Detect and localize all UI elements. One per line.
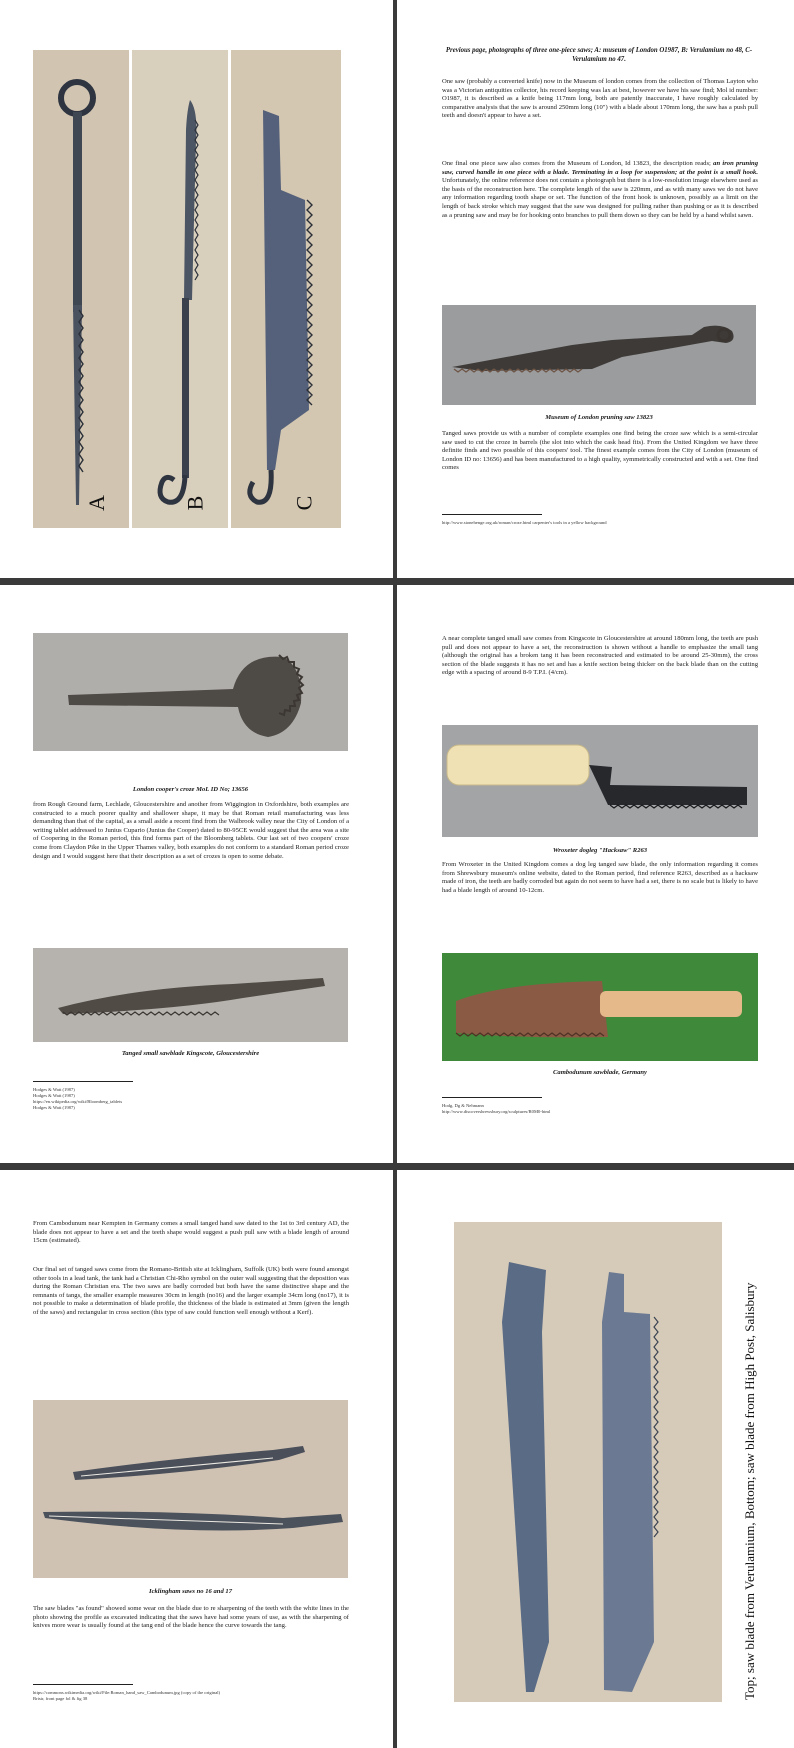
label-c: C bbox=[291, 495, 317, 511]
page-4-para-2: From Wroxeter in the United Kingdom comes a dog leg tanged saw blade, the only information regarding it comes from Shrewsbury museum's online website, dated to the Roman period, find reference R263, described as a hacksaw made of iron, the teeth are badly corroded but again do not seem to have had a set, there is no scale but is likely to have had a blade length of around 10-12cm. bbox=[442, 861, 758, 894]
page-3-para-1: from Rough Ground farm, Lechlade, Gloucestershire and another from Wiggington in Oxfordshire, both examples are constructed to a much poorer quality and shallower shape, it may be that Roman retail manufacturing was less demanding than that of the capital, as a small aside a recent find from the Walbrook valley near the City of London of a writing tablet addressed to Junius Cupario (Junius the Cooper) dated to 80-95CE would suggest that the area was a site of Coopering in the Roman period, this find forms part of the Bloomberg tablets. Our last set of two coopers' croze come from Claydon Pike in the Upper Thames valley, both examples do not conform to a standard Roman period croze design and I would suggest here that their description as a set of crozes is open to some debate. bbox=[33, 801, 349, 860]
page-2-footnote-rule bbox=[442, 514, 542, 515]
page-6 bbox=[397, 1170, 794, 1748]
page-3 bbox=[0, 585, 393, 1163]
page-4-caption-2: Cambodunum sawblade, Germany bbox=[553, 1069, 647, 1076]
page-3-footnote-4: Hodges & Watt (1987) bbox=[33, 1105, 75, 1110]
page-5-footnote-2: Bristr, front page fol & fig 38 bbox=[33, 1696, 88, 1701]
page-5-caption: Icklingham saws no 16 and 17 bbox=[149, 1588, 232, 1595]
photo-saw-c bbox=[231, 50, 341, 528]
page-2-para-1: One saw (probably a converted knife) now in the Museum of london comes from the collection of Thomas Layton who was a Victorian antiquities collector, his record keeping was lax at best, however we have his saw find; Mol id number: O1987, it is described as a knife being 117mm long, both are patently inaccurate, I have roughly calculated by comparative analysis that the saw is around 250mm long (10") with a blade about 170mm long, the saw has a push pull teeth and doesn't appear to have a set. bbox=[442, 78, 758, 120]
page-2-para-2-quote: an iron pruning saw, curved handle in one piece with a blade. Terminating in a loop for suspension; at the point is a small hook. bbox=[442, 160, 758, 176]
page-4-footnote-2: http://www.discovershrewsbury.org/sculptures/R0M0-html bbox=[442, 1109, 551, 1114]
page-2-para-3: Tanged saws provide us with a number of complete examples one find being the croze saw which is a semi-circular saw used to cut the croze in barrels (the slot into which the cask head fits). From the United Kingdom we have three definite finds and two possible of this coopers' tool. The finest example comes from the City of London (museum of London ID no: 13656) and has been manufactured to a high quality, symmetrically constructed and with a set. One find comes bbox=[442, 430, 758, 472]
page-5-para-2: Our final set of tanged saws come from the Romano-British site at Icklingham, Suffolk (UK) both were found amongst other tools in a lead tank, the tank had a Christian Chi-Rho symbol on the outer wall suggesting that the deposition was during the Roman Christian era. The two saws are badly corroded but both have the same distinctive shape and the remnants of tangs, the smaller example measures 30cm in length (no16) and the larger example 34cm long (no17), it is not possible to make a determination of blade profile, the thickness of the blade is estimated at 3mm (given the length of the saws) and rectangular in cross section (this type of saw could function well enough without a Kerf). bbox=[33, 1266, 349, 1316]
page-4 bbox=[397, 585, 794, 1163]
label-a: A bbox=[83, 495, 109, 511]
page-3-footnote-3: https://en.wikipedia.org/wiki/Bloomberg_tablets bbox=[33, 1099, 123, 1104]
photo-saw-b bbox=[132, 50, 228, 528]
photo-croze bbox=[33, 633, 348, 751]
page-4-footnote-rule bbox=[442, 1097, 542, 1098]
page-3-footnote-rule bbox=[33, 1081, 133, 1082]
photo-wroxeter-hacksaw bbox=[442, 725, 758, 837]
photo-cambodunum-sawblade bbox=[442, 953, 758, 1061]
page-3-footnote-1: Hodges & Watt (1987) bbox=[33, 1087, 75, 1092]
page-2-footnote: http://www.stonehenge.org.uk/roman/croze.html carpenter's tools in a yellow background bbox=[442, 520, 607, 525]
photo-saw-a bbox=[33, 50, 129, 528]
page-2-para-2-start: One final one piece saw also comes from the Museum of London, Id 13823, the description reads; bbox=[442, 160, 711, 167]
page-3-footnote-2: Hodges & Watt (1987) bbox=[33, 1093, 75, 1098]
photo-pruning-saw bbox=[442, 305, 756, 405]
page-3-caption-2: Tanged small sawblade Kingscote, Gloucestershire bbox=[121, 1050, 260, 1057]
page-2-caption: Museum of London pruning saw 13823 bbox=[545, 414, 653, 421]
page-5-para-1: From Cambodunum near Kempten in Germany comes a small tanged hand saw dated to the 1st to 3rd century AD, the blade does not appear to have a set and the teeth shape would suggest a push pull saw with a blade length of around 15cm (estimated). bbox=[33, 1220, 349, 1245]
photo-icklingham-saws bbox=[33, 1400, 348, 1578]
photo-kingscote-blade bbox=[33, 948, 348, 1042]
page-4-footnote-1: Hodg, Dg & Nehmann bbox=[442, 1103, 484, 1108]
page-5-footnote-1: https://commons.wikimedia.org/wiki/File:Roman_hand_saw_Cambodunum.jpg (copy of the original) bbox=[33, 1690, 221, 1695]
page-5-para-3: The saw blades "as found" showed some wear on the blade due to re sharpening of the teeth with the white lines in the photo showing the profile as excavated indicating that the saws have had some years of use, as with the sharpening of knives more wear is usually found at the tang end of the blade hence the curve towards the tang. bbox=[33, 1605, 349, 1630]
page-2 bbox=[397, 0, 794, 578]
page-3-caption-1: London cooper's croze MoL ID No; 13656 bbox=[132, 786, 249, 793]
page-5 bbox=[0, 1170, 393, 1748]
page-2-para-2-end: Unfortunately, the online reference does not contain a photograph but there is a low-resolution image elsewhere used as the basis of the reconstruction here. The complete length of the saw is 220mm, and as with many saws we do not have any information regarding tooth shape or set. The function of the front hook is unknown, possibly as a limit on the length of back stroke which may suggest that the saw was designed for pulling rather than pushing or as it is described as a pruning saw and may be for hooking onto branches to pull them down so they can be held by a hand whilst sawn. bbox=[442, 177, 758, 219]
page-1 bbox=[0, 0, 393, 578]
page-4-caption-1: Wroxeter dogleg "Hacksaw" R263 bbox=[552, 847, 648, 854]
page-2-heading: Previous page, photographs of three one-piece saws; A: museum of London O1987, B: Verulamium no 48, C-Verulamium no 47. bbox=[445, 47, 753, 63]
page-4-para-1: A near complete tanged small saw comes from Kingscote in Gloucestershire at around 180mm long, the teeth are push pull and does not appear to have a set, the reconstruction is shown without a handle to emphasize the small tang (although the original has a broken tang it has been reconstructed and estimated to be around 25-30mm), the cross section of the blade suggests it has no set and has a knife section being thicker on the back blade than on the cutting edge with a spacing of around 8-9 T.P.I. (4/cm). bbox=[442, 635, 758, 677]
label-b: B bbox=[182, 495, 208, 511]
page-5-footnote-rule bbox=[33, 1684, 133, 1685]
page-6-vertical-caption: Top; saw blade from Verulamium, Bottom; saw blade from High Post, Salisbury bbox=[742, 1282, 757, 1700]
page-2-para-2 bbox=[442, 160, 758, 220]
photo-verulamium-high-post-blades bbox=[454, 1222, 722, 1702]
